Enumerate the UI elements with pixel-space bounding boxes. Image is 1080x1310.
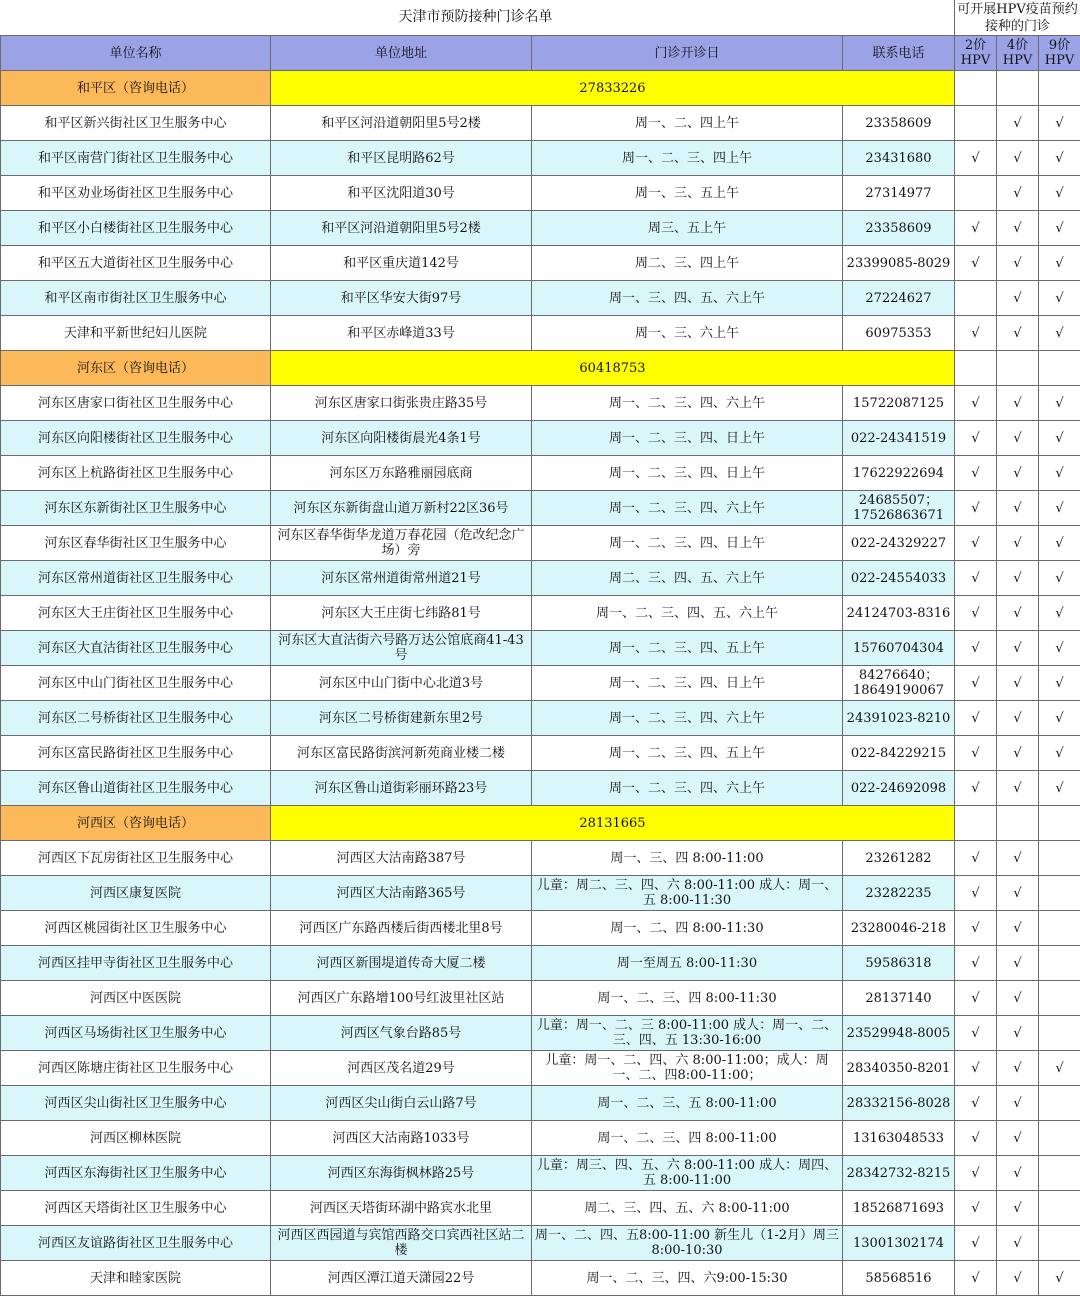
clinic-address: 和平区华安大街97号 xyxy=(271,281,532,316)
clinic-phone: 15760704304 xyxy=(843,631,955,666)
clinic-address: 河东区富民路街滨河新苑商业楼二楼 xyxy=(271,736,532,771)
clinic-address: 河西区大沽南路387号 xyxy=(271,841,532,876)
clinic-name: 河西区下瓦房街社区卫生服务中心 xyxy=(1,841,271,876)
clinic-phone: 28342732-8215 xyxy=(843,1156,955,1191)
clinic-days: 儿童：周一、二、三 8:00-11:00 成人：周一、二、三、四、五 13:30-16:00 xyxy=(532,1016,843,1051)
district-label: 河西区（咨询电话） xyxy=(1,806,271,841)
clinic-phone: 28137140 xyxy=(843,981,955,1016)
clinic-days: 周一、二、四 8:00-11:30 xyxy=(532,911,843,946)
hpv-2-check: √ xyxy=(955,421,997,456)
hpv-4-check: √ xyxy=(997,526,1039,561)
clinic-name: 河西区马场街社区卫生服务中心 xyxy=(1,1016,271,1051)
hpv-9-check xyxy=(1039,1016,1080,1051)
hpv-9-check xyxy=(1039,1226,1080,1261)
clinic-phone: 18526871693 xyxy=(843,1191,955,1226)
clinic-phone: 022-24692098 xyxy=(843,771,955,806)
table-row xyxy=(1,106,1080,141)
hpv-2-check: √ xyxy=(955,211,997,246)
hpv-2-check: √ xyxy=(955,491,997,526)
hpv-4-check: √ xyxy=(997,841,1039,876)
header-hpv2: 2价HPV xyxy=(955,36,997,71)
clinic-address: 河西区广东路西楼后街西楼北里8号 xyxy=(271,911,532,946)
hpv-9-check: √ xyxy=(1039,176,1080,211)
clinic-phone: 27314977 xyxy=(843,176,955,211)
clinic-address: 河西区西园道与宾馆西路交口宾西社区站二楼 xyxy=(271,1226,532,1261)
header-hpv9: 9价HPV xyxy=(1039,36,1080,71)
table-row xyxy=(1,981,1080,1016)
clinic-phone: 17622922694 xyxy=(843,456,955,491)
hpv-9-check xyxy=(1039,1086,1080,1121)
hpv-4-check: √ xyxy=(997,911,1039,946)
clinic-address: 河西区新围堤道传奇大厦二楼 xyxy=(271,946,532,981)
hpv-9-check: √ xyxy=(1039,421,1080,456)
clinic-phone: 23529948-8005 xyxy=(843,1016,955,1051)
table-row xyxy=(1,491,1080,526)
district-hpv-blank xyxy=(1039,71,1080,106)
hpv-2-check: √ xyxy=(955,1226,997,1261)
clinic-name: 河东区大直沽街社区卫生服务中心 xyxy=(1,631,271,666)
district-hpv-blank xyxy=(1039,806,1080,841)
clinic-phone: 24391023-8210 xyxy=(843,701,955,736)
hpv-4-check: √ xyxy=(997,1086,1039,1121)
hpv-9-check: √ xyxy=(1039,1261,1080,1296)
clinic-phone: 23399085-8029 xyxy=(843,246,955,281)
clinic-days: 周三、五上午 xyxy=(532,211,843,246)
district-row xyxy=(1,351,1080,386)
clinic-days: 儿童：周三、四、五、六 8:00-11:00 成人：周四、五 8:00-11:00 xyxy=(532,1156,843,1191)
hpv-4-check: √ xyxy=(997,386,1039,421)
clinic-name: 和平区五大道街社区卫生服务中心 xyxy=(1,246,271,281)
clinic-phone: 13001302174 xyxy=(843,1226,955,1261)
table-row xyxy=(1,141,1080,176)
hpv-4-check: √ xyxy=(997,631,1039,666)
clinic-phone: 022-84229215 xyxy=(843,736,955,771)
hpv-9-check xyxy=(1039,911,1080,946)
hpv-2-check xyxy=(955,106,997,141)
clinic-name: 天津和睦家医院 xyxy=(1,1261,271,1296)
clinic-name: 河西区陈塘庄街社区卫生服务中心 xyxy=(1,1051,271,1086)
hpv-2-check: √ xyxy=(955,1261,997,1296)
hpv-4-check: √ xyxy=(997,1191,1039,1226)
clinic-days: 周一、二、三、四 8:00-11:30 xyxy=(532,981,843,1016)
hpv-2-check: √ xyxy=(955,666,997,701)
hpv-4-check: √ xyxy=(997,141,1039,176)
clinic-address: 河西区东海街枫林路25号 xyxy=(271,1156,532,1191)
clinic-name: 河西区康复医院 xyxy=(1,876,271,911)
hpv-9-check: √ xyxy=(1039,281,1080,316)
table-row xyxy=(1,1226,1080,1261)
clinic-name: 河东区大王庄街社区卫生服务中心 xyxy=(1,596,271,631)
clinic-phone: 24685507；17526863671 xyxy=(843,491,955,526)
district-hpv-blank xyxy=(955,351,997,386)
hpv-9-check xyxy=(1039,841,1080,876)
table-row xyxy=(1,596,1080,631)
clinic-name: 河东区向阳楼街社区卫生服务中心 xyxy=(1,421,271,456)
header-name: 单位名称 xyxy=(1,36,271,71)
hpv-9-check: √ xyxy=(1039,596,1080,631)
table-row xyxy=(1,771,1080,806)
table-row xyxy=(1,246,1080,281)
hpv-9-check: √ xyxy=(1039,701,1080,736)
clinic-address: 和平区重庆道142号 xyxy=(271,246,532,281)
hpv-4-check: √ xyxy=(997,736,1039,771)
table-row xyxy=(1,736,1080,771)
table-row xyxy=(1,1156,1080,1191)
hpv-9-check xyxy=(1039,1121,1080,1156)
clinic-name: 河西区东海街社区卫生服务中心 xyxy=(1,1156,271,1191)
clinic-days: 周一、二、三、四、五、六上午 xyxy=(532,596,843,631)
clinic-name: 河西区尖山街社区卫生服务中心 xyxy=(1,1086,271,1121)
clinic-address: 河西区茂名道29号 xyxy=(271,1051,532,1086)
table-row xyxy=(1,316,1080,351)
clinic-address: 河西区天塔街环湖中路宾水北里 xyxy=(271,1191,532,1226)
district-hpv-blank xyxy=(955,806,997,841)
clinic-name: 河西区挂甲寺街社区卫生服务中心 xyxy=(1,946,271,981)
hpv-9-check xyxy=(1039,1156,1080,1191)
clinic-address: 河东区常州道街常州道21号 xyxy=(271,561,532,596)
clinic-days: 周一、二、三、四、六上午 xyxy=(532,491,843,526)
hpv-2-check xyxy=(955,281,997,316)
table-row xyxy=(1,386,1080,421)
clinic-name: 河东区鲁山道街社区卫生服务中心 xyxy=(1,771,271,806)
clinic-days: 周一、二、三、四、六上午 xyxy=(532,771,843,806)
hpv-2-check: √ xyxy=(955,1156,997,1191)
clinic-address: 河西区大沽南路1033号 xyxy=(271,1121,532,1156)
clinic-days: 周一、二、三、四、六上午 xyxy=(532,386,843,421)
clinic-address: 和平区沈阳道30号 xyxy=(271,176,532,211)
hpv-2-check: √ xyxy=(955,456,997,491)
clinic-name: 和平区新兴街社区卫生服务中心 xyxy=(1,106,271,141)
clinic-address: 河西区潭江道天潇园22号 xyxy=(271,1261,532,1296)
clinic-days: 周一、三、四 8:00-11:00 xyxy=(532,841,843,876)
clinic-days: 周一、二、三、四上午 xyxy=(532,141,843,176)
district-hpv-blank xyxy=(997,351,1039,386)
clinic-phone: 022-24554033 xyxy=(843,561,955,596)
clinic-phone: 58568516 xyxy=(843,1261,955,1296)
hpv-9-check: √ xyxy=(1039,561,1080,596)
clinic-days: 儿童：周二、三、四、六 8:00-11:00 成人：周一、五 8:00-11:30 xyxy=(532,876,843,911)
clinic-name: 河东区春华街社区卫生服务中心 xyxy=(1,526,271,561)
hpv-9-check xyxy=(1039,981,1080,1016)
table-row xyxy=(1,1016,1080,1051)
hpv-4-check: √ xyxy=(997,981,1039,1016)
clinic-phone: 23431680 xyxy=(843,141,955,176)
hpv-2-check: √ xyxy=(955,1051,997,1086)
clinic-name: 河西区中医医院 xyxy=(1,981,271,1016)
hpv-4-check: √ xyxy=(997,1156,1039,1191)
clinic-name: 和平区南营门街社区卫生服务中心 xyxy=(1,141,271,176)
district-phone: 28131665 xyxy=(271,806,955,841)
district-hpv-blank xyxy=(997,71,1039,106)
clinic-days: 周二、三、四、五、六 8:00-11:00 xyxy=(532,1191,843,1226)
clinic-name: 和平区小白楼街社区卫生服务中心 xyxy=(1,211,271,246)
hpv-2-check: √ xyxy=(955,1086,997,1121)
hpv-4-check: √ xyxy=(997,316,1039,351)
hpv-4-check: √ xyxy=(997,456,1039,491)
clinic-name: 和平区南市街社区卫生服务中心 xyxy=(1,281,271,316)
clinic-name: 河东区二号桥街社区卫生服务中心 xyxy=(1,701,271,736)
clinic-days: 周二、三、四、五、六上午 xyxy=(532,561,843,596)
hpv-2-check: √ xyxy=(955,701,997,736)
clinic-address: 河西区气象台路85号 xyxy=(271,1016,532,1051)
table-row xyxy=(1,1121,1080,1156)
hpv-4-check: √ xyxy=(997,246,1039,281)
clinic-name: 河东区中山门街社区卫生服务中心 xyxy=(1,666,271,701)
table-row xyxy=(1,281,1080,316)
page-title: 天津市预防接种门诊名单 xyxy=(1,0,955,36)
table-row xyxy=(1,211,1080,246)
hpv-4-check: √ xyxy=(997,876,1039,911)
hpv-4-check: √ xyxy=(997,1016,1039,1051)
district-phone: 60418753 xyxy=(271,351,955,386)
hpv-4-check: √ xyxy=(997,1121,1039,1156)
clinic-name: 河东区唐家口街社区卫生服务中心 xyxy=(1,386,271,421)
clinic-address: 河东区唐家口街张贵庄路35号 xyxy=(271,386,532,421)
table-row xyxy=(1,421,1080,456)
clinic-address: 和平区河沿道朝阳里5号2楼 xyxy=(271,106,532,141)
clinic-days: 周一、三、四、五、六上午 xyxy=(532,281,843,316)
clinic-phone: 59586318 xyxy=(843,946,955,981)
clinic-phone: 28332156-8028 xyxy=(843,1086,955,1121)
hpv-4-check: √ xyxy=(997,281,1039,316)
hpv-2-check: √ xyxy=(955,876,997,911)
district-row xyxy=(1,71,1080,106)
hpv-4-check: √ xyxy=(997,106,1039,141)
hpv-2-check: √ xyxy=(955,526,997,561)
clinic-name: 和平区劝业场街社区卫生服务中心 xyxy=(1,176,271,211)
district-label: 和平区（咨询电话） xyxy=(1,71,271,106)
hpv-9-check: √ xyxy=(1039,106,1080,141)
hpv-4-check: √ xyxy=(997,421,1039,456)
hpv-4-check: √ xyxy=(997,1261,1039,1296)
hpv-9-check: √ xyxy=(1039,1051,1080,1086)
clinic-address: 和平区河沿道朝阳里5号2楼 xyxy=(271,211,532,246)
hpv-4-check: √ xyxy=(997,491,1039,526)
hpv-2-check xyxy=(955,176,997,211)
district-phone: 27833226 xyxy=(271,71,955,106)
table-row xyxy=(1,946,1080,981)
clinic-address: 河东区大王庄街七纬路81号 xyxy=(271,596,532,631)
hpv-9-check: √ xyxy=(1039,246,1080,281)
hpv-9-check: √ xyxy=(1039,456,1080,491)
clinic-address: 河东区二号桥街建新东里2号 xyxy=(271,701,532,736)
clinic-name: 天津和平新世纪妇儿医院 xyxy=(1,316,271,351)
clinic-name: 河西区柳林医院 xyxy=(1,1121,271,1156)
district-hpv-blank xyxy=(955,71,997,106)
table-row xyxy=(1,631,1080,666)
clinic-days: 周一、二、三、四、五上午 xyxy=(532,736,843,771)
clinic-phone: 022-24329227 xyxy=(843,526,955,561)
hpv-2-check: √ xyxy=(955,316,997,351)
hpv-2-check: √ xyxy=(955,736,997,771)
table-row xyxy=(1,561,1080,596)
clinic-name: 河东区上杭路街社区卫生服务中心 xyxy=(1,456,271,491)
clinic-phone: 84276640；18649190067 xyxy=(843,666,955,701)
table-row xyxy=(1,176,1080,211)
clinic-phone: 60975353 xyxy=(843,316,955,351)
clinic-name: 河东区东新街社区卫生服务中心 xyxy=(1,491,271,526)
clinic-days: 周一、二、三、四、日上午 xyxy=(532,456,843,491)
table-row xyxy=(1,701,1080,736)
clinic-address: 河东区大直沽街六号路万达公馆底商41-43号 xyxy=(271,631,532,666)
hpv-4-check: √ xyxy=(997,596,1039,631)
hpv-9-check: √ xyxy=(1039,211,1080,246)
hpv-9-check: √ xyxy=(1039,666,1080,701)
table-row xyxy=(1,1051,1080,1086)
clinic-days: 周一、二、三、四 8:00-11:00 xyxy=(532,1121,843,1156)
hpv-9-check: √ xyxy=(1039,141,1080,176)
hpv-2-check: √ xyxy=(955,981,997,1016)
clinic-address: 河东区春华街华龙道万春花园（危改纪念广场）旁 xyxy=(271,526,532,561)
district-label: 河东区（咨询电话） xyxy=(1,351,271,386)
header-row xyxy=(1,36,1080,71)
clinic-address: 和平区昆明路62号 xyxy=(271,141,532,176)
clinic-days: 周二、三、四上午 xyxy=(532,246,843,281)
hpv-2-check: √ xyxy=(955,1191,997,1226)
clinic-phone: 022-24341519 xyxy=(843,421,955,456)
clinic-days: 周一、二、三、五 8:00-11:00 xyxy=(532,1086,843,1121)
hpv-4-check: √ xyxy=(997,1051,1039,1086)
hpv-2-check: √ xyxy=(955,946,997,981)
hpv-4-check: √ xyxy=(997,176,1039,211)
clinic-name: 河西区桃园街社区卫生服务中心 xyxy=(1,911,271,946)
clinic-address: 河西区广东路增100号红波里社区站 xyxy=(271,981,532,1016)
table-row xyxy=(1,1086,1080,1121)
header-phone: 联系电话 xyxy=(843,36,955,71)
table-row xyxy=(1,456,1080,491)
clinic-address: 河西区尖山街白云山路7号 xyxy=(271,1086,532,1121)
clinic-days: 周一、二、四上午 xyxy=(532,106,843,141)
clinic-phone: 27224627 xyxy=(843,281,955,316)
clinic-address: 河东区中山门街中心北道3号 xyxy=(271,666,532,701)
clinic-phone: 28340350-8201 xyxy=(843,1051,955,1086)
clinic-days: 周一、三、六上午 xyxy=(532,316,843,351)
hpv-2-check: √ xyxy=(955,141,997,176)
hpv-4-check: √ xyxy=(997,946,1039,981)
hpv-2-check: √ xyxy=(955,631,997,666)
hpv-caption: 可开展HPV疫苗预约接种的门诊 xyxy=(955,0,1080,36)
hpv-9-check: √ xyxy=(1039,316,1080,351)
table-row xyxy=(1,911,1080,946)
hpv-9-check: √ xyxy=(1039,631,1080,666)
table-row xyxy=(1,526,1080,561)
clinic-days: 周一、二、三、四、日上午 xyxy=(532,666,843,701)
clinic-name: 河西区天塔街社区卫生服务中心 xyxy=(1,1191,271,1226)
clinic-name: 河东区常州道街社区卫生服务中心 xyxy=(1,561,271,596)
hpv-4-check: √ xyxy=(997,561,1039,596)
table-row xyxy=(1,841,1080,876)
hpv-2-check: √ xyxy=(955,386,997,421)
hpv-2-check: √ xyxy=(955,1121,997,1156)
hpv-2-check: √ xyxy=(955,1016,997,1051)
hpv-4-check: √ xyxy=(997,211,1039,246)
clinic-days: 周一、二、四、五8:00-11:00 新生儿（1-2月）周三8:00-10:30 xyxy=(532,1226,843,1261)
clinic-phone: 13163048533 xyxy=(843,1121,955,1156)
hpv-2-check: √ xyxy=(955,911,997,946)
clinic-phone: 23358609 xyxy=(843,211,955,246)
clinic-address: 河西区大沽南路365号 xyxy=(271,876,532,911)
clinic-name: 河西区友谊路街社区卫生服务中心 xyxy=(1,1226,271,1261)
header-address: 单位地址 xyxy=(271,36,532,71)
clinic-address: 河东区鲁山道街彩丽环路23号 xyxy=(271,771,532,806)
hpv-2-check: √ xyxy=(955,561,997,596)
clinic-phone: 24124703-8316 xyxy=(843,596,955,631)
clinic-days: 周一、二、三、四、日上午 xyxy=(532,421,843,456)
hpv-9-check xyxy=(1039,1191,1080,1226)
clinic-days: 周一、二、三、四、六上午 xyxy=(532,701,843,736)
clinic-address: 河东区东新街盘山道万新村22区36号 xyxy=(271,491,532,526)
table-row xyxy=(1,1261,1080,1296)
table-row xyxy=(1,666,1080,701)
hpv-9-check: √ xyxy=(1039,771,1080,806)
clinic-days: 周一、二、三、四、六9:00-15:30 xyxy=(532,1261,843,1296)
hpv-2-check: √ xyxy=(955,596,997,631)
hpv-4-check: √ xyxy=(997,701,1039,736)
clinic-address: 和平区赤峰道33号 xyxy=(271,316,532,351)
hpv-9-check xyxy=(1039,946,1080,981)
district-hpv-blank xyxy=(1039,351,1080,386)
hpv-4-check: √ xyxy=(997,1226,1039,1261)
clinic-phone: 23282235 xyxy=(843,876,955,911)
clinic-days: 周一、二、三、四、五上午 xyxy=(532,631,843,666)
clinic-phone: 15722087125 xyxy=(843,386,955,421)
clinic-phone: 23280046-218 xyxy=(843,911,955,946)
clinic-phone: 23358609 xyxy=(843,106,955,141)
clinic-days: 周一、二、三、四、日上午 xyxy=(532,526,843,561)
clinic-days: 周一、三、五上午 xyxy=(532,176,843,211)
clinic-days: 儿童：周一、二、四、六 8:00-11:00；成人：周一、二、四8:00-11:00； xyxy=(532,1051,843,1086)
hpv-2-check: √ xyxy=(955,841,997,876)
district-hpv-blank xyxy=(997,806,1039,841)
hpv-2-check: √ xyxy=(955,771,997,806)
hpv-2-check: √ xyxy=(955,246,997,281)
hpv-9-check: √ xyxy=(1039,491,1080,526)
hpv-4-check: √ xyxy=(997,666,1039,701)
header-hpv4: 4价HPV xyxy=(997,36,1039,71)
hpv-9-check: √ xyxy=(1039,736,1080,771)
hpv-9-check: √ xyxy=(1039,526,1080,561)
clinic-days: 周一至周五 8:00-11:30 xyxy=(532,946,843,981)
hpv-9-check: √ xyxy=(1039,386,1080,421)
header-days: 门诊开诊日 xyxy=(532,36,843,71)
district-row xyxy=(1,806,1080,841)
table-row xyxy=(1,876,1080,911)
table-row xyxy=(1,1191,1080,1226)
clinic-name: 河东区富民路街社区卫生服务中心 xyxy=(1,736,271,771)
clinic-phone: 23261282 xyxy=(843,841,955,876)
hpv-4-check: √ xyxy=(997,771,1039,806)
clinic-address: 河东区向阳楼街晨光4条1号 xyxy=(271,421,532,456)
hpv-9-check xyxy=(1039,876,1080,911)
clinic-address: 河东区万东路雅丽园底商 xyxy=(271,456,532,491)
